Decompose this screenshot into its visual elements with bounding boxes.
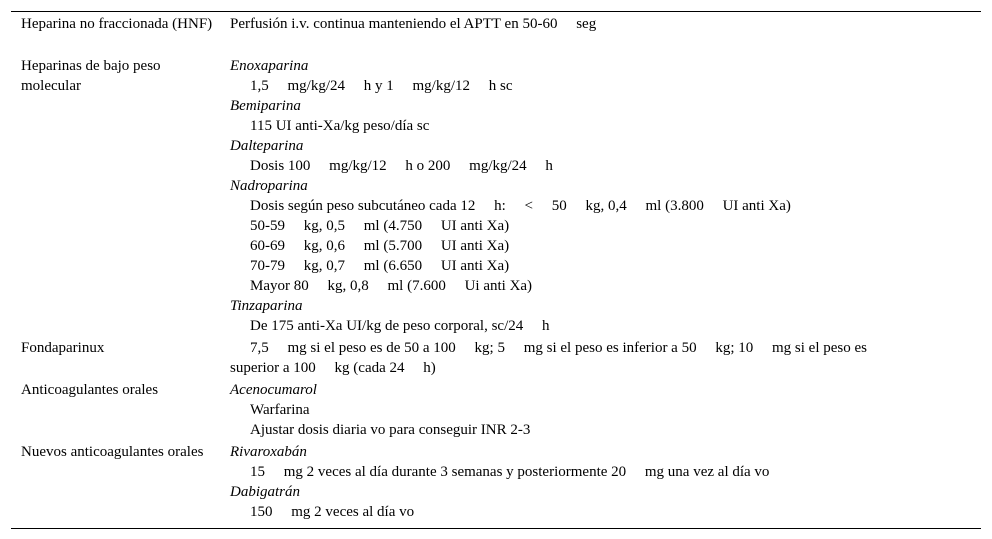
dose-line: De 175 anti-Xa UI/kg de peso corporal, sc/24 h [250,318,550,334]
row-term: Heparinas de bajo peso molecular [21,58,161,94]
dose-line: 150 mg 2 veces al día vo [250,504,415,520]
row-description [230,338,970,378]
dose-line: 15 mg 2 veces al día durante 3 semanas y posteriormente 20 mg una vez al día vo [250,464,770,480]
row-description [230,14,970,34]
row-term: Heparina no fraccionada (HNF) [21,16,213,32]
drug-name: Nadroparina [230,178,308,194]
dose-line: Warfarina [250,402,310,418]
dose-line: Mayor 80 kg, 0,8 ml (7.600 Ui anti Xa) [250,278,533,294]
row-description [230,56,970,336]
drug-name: Bemiparina [230,98,301,114]
dose-line: superior a 100 kg (cada 24 h) [230,360,436,376]
row-term: Nuevos anticoagulantes orales [21,444,204,460]
row-term: Fondaparinux [21,340,105,356]
dose-line: Perfusión i.v. continua manteniendo el APTT en 50-60 seg [230,16,597,32]
row-description [230,442,970,522]
drug-name: Rivaroxabán [230,444,307,460]
drug-name: Dabigatrán [230,484,301,500]
dose-line: 7,5 mg si el peso es de 50 a 100 kg; 5 mg si el peso es inferior a 50 kg; 10 mg si el peso es [250,340,867,356]
dose-line: Dosis según peso subcutáneo cada 12 h: < 50 kg, 0,4 ml (3.800 UI anti Xa) [250,198,791,214]
dose-line: 60-69 kg, 0,6 ml (5.700 UI anti Xa) [250,238,510,254]
dose-line: 50-59 kg, 0,5 ml (4.750 UI anti Xa) [250,218,510,234]
drug-name: Acenocumarol [230,382,317,398]
dose-line: 1,5 mg/kg/24 h y 1 mg/kg/12 h sc [250,78,513,94]
drug-name: Enoxaparina [230,58,309,74]
drug-name: Dalteparina [230,138,304,154]
dose-line: 70-79 kg, 0,7 ml (6.650 UI anti Xa) [250,258,510,274]
anticoagulant-table [11,11,981,529]
row-term: Anticoagulantes orales [21,382,159,398]
dose-line: 115 UI anti-Xa/kg peso/día sc [250,118,430,134]
row-description [230,380,970,440]
drug-name: Tinzaparina [230,298,303,314]
dose-line: Dosis 100 mg/kg/12 h o 200 mg/kg/24 h [250,158,553,174]
dose-line: Ajustar dosis diaria vo para conseguir INR 2-3 [250,422,531,438]
